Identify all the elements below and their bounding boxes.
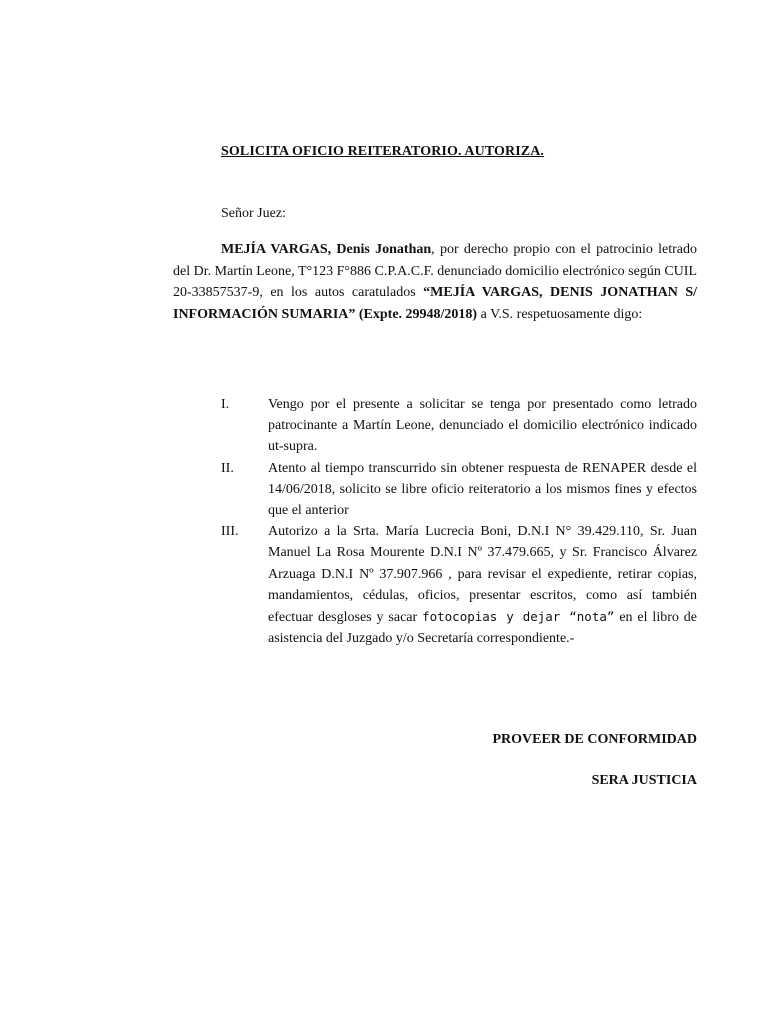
list-item xyxy=(173,458,697,522)
item-number: II. xyxy=(221,460,234,476)
item-number: I. xyxy=(221,397,230,412)
document-title: SOLICITA OFICIO REITERATORIO. AUTORIZA. xyxy=(221,144,545,159)
petitioner-name: MEJÍA VARGAS, Denis Jonathan xyxy=(221,242,432,257)
closing-proveer: PROVEER DE CONFORMIDAD xyxy=(492,732,697,747)
item-text-mono: fotocopias y dejar “nota” xyxy=(422,609,615,625)
list-item xyxy=(173,521,697,649)
list-item xyxy=(173,394,697,458)
item-text: Atento al tiempo transcurrido sin obtener respuesta de RENAPER desde el 14/06/2018, solicito se libre oficio reiteratorio a los mismos fines y efectos que el anterior xyxy=(268,460,697,519)
intro-text-2: a V.S. respetuosamente digo: xyxy=(477,306,643,322)
intro-text-1: , por derecho propio con el patrocinio letrado del Dr. Martín Leone, T°123 F°886 C.P.A.C.F. denunciado domicilio electrónico según CUIL 20-33857537-9, en los autos caratulados xyxy=(173,242,697,301)
intro-paragraph xyxy=(173,239,697,325)
case-title: “MEJÍA VARGAS, DENIS JONATHAN S/ INFORMACIÓN SUMARIA” (Expte. 29948/2018) xyxy=(173,285,697,322)
item-number: III. xyxy=(221,524,239,540)
salutation: Señor Juez: xyxy=(221,206,286,221)
item-text: Vengo por el presente a solicitar se tenga por presentado como letrado patrocinante a Martín Leone, denunciado el domicilio electrónico indicado ut-supra. xyxy=(268,397,697,455)
item-text-b: en el libro de asistencia del Juzgado y/o Secretaría correspondiente.- xyxy=(268,610,697,647)
request-list xyxy=(173,394,697,649)
closing-sera-justicia: SERA JUSTICIA xyxy=(591,773,697,788)
item-text-a: Autorizo a la Srta. María Lucrecia Boni, D.N.I N° 39.429.110, Sr. Juan Manuel La Rosa Mourente D.N.I Nº 37.479.665, y Sr. Francisco Álvarez Arzuaga D.N.I Nº 37.907.966 , para revisar el expediente, retirar copias, mandamientos, cédulas, oficios, presentar escritos, como así también efectuar desgloses y sacar xyxy=(268,524,697,626)
